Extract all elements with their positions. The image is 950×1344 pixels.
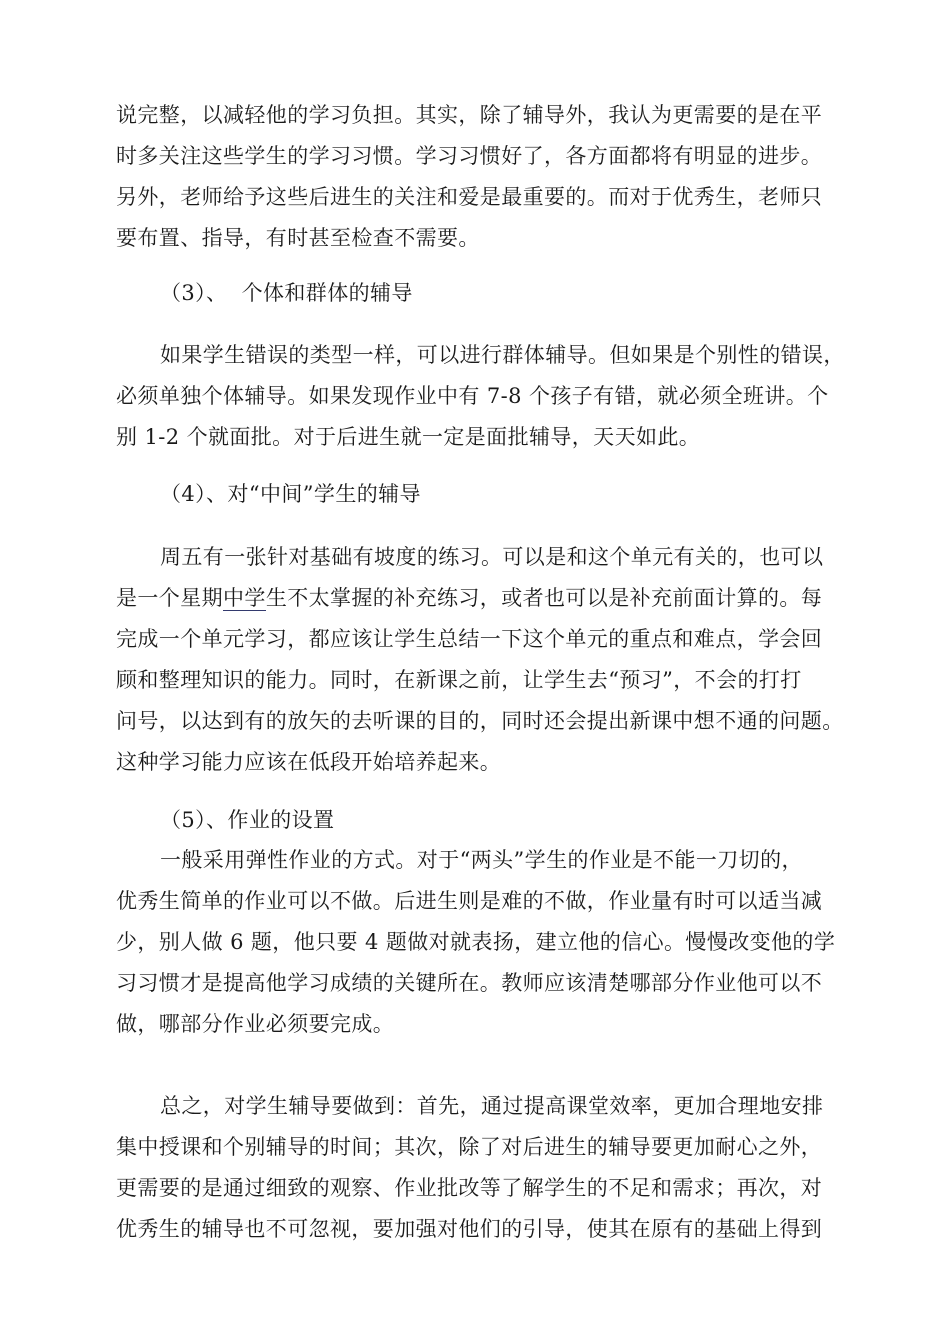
text-line: 必须单独个体辅导。如果发现作业中有 7-8 个孩子有错，就必须全班讲。个 — [116, 384, 829, 408]
text-line: 完成一个单元学习，都应该让学生总结一下这个单元的重点和难点，学会回 — [116, 627, 823, 651]
section-heading-5: （5）、作业的设置 — [160, 808, 335, 832]
text-line: 问号，以达到有的放矢的去听课的目的，同时还会提出新课中想不通的问题。 — [116, 709, 844, 733]
text-line: 集中授课和个别辅导的时间；其次，除了对后进生的辅导要更加耐心之外， — [116, 1135, 823, 1159]
text-line: 更需要的是通过细致的观察、作业批改等了解学生的不足和需求；再次，对 — [116, 1176, 823, 1200]
text-line: 习习惯才是提高他学习成绩的关键所在。教师应该清楚哪部分作业他可以不 — [116, 971, 823, 995]
paragraph-homework-setting — [116, 840, 862, 1045]
text-segment: 是一个星期 — [116, 586, 223, 610]
section-heading-4: （4）、对“中间”学生的辅导 — [160, 482, 421, 506]
text-line: 少，别人做 6 题，他只要 4 题做对就表扬，建立他的信心。慢慢改变他的学 — [116, 930, 836, 954]
text-line: 这种学习能力应该在低段开始培养起来。 — [116, 750, 502, 774]
text-line: 别 1-2 个就面批。对于后进生就一定是面批辅导，天天如此。 — [116, 425, 701, 449]
paragraph-continuation — [116, 95, 862, 259]
text-line: 做，哪部分作业必须要完成。 — [116, 1012, 395, 1036]
text-line: 优秀生简单的作业可以不做。后进生则是难的不做，作业量有时可以适当减 — [116, 889, 823, 913]
text-segment: 生不太掌握的补充练习，或者也可以是补充前面计算的。每 — [265, 586, 823, 610]
text-line: 顾和整理知识的能力。同时，在新课之前，让学生去“预习”，不会的打打 — [116, 668, 802, 692]
underlined-text: 中学 — [223, 586, 266, 610]
paragraph-group-tutoring — [116, 335, 862, 458]
text-line: 一般采用弹性作业的方式。对于“两头”学生的作业是不能一刀切的， — [160, 848, 803, 872]
text-line — [116, 578, 862, 619]
section-heading-3: （3）、 个体和群体的辅导 — [160, 281, 413, 305]
text-line: 总之，对学生辅导要做到：首先，通过提高课堂效率，更加合理地安排 — [160, 1094, 824, 1118]
text-line: 周五有一张针对基础有坡度的练习。可以是和这个单元有关的，也可以 — [160, 545, 824, 569]
text-line: 要布置、指导，有时甚至检查不需要。 — [116, 226, 480, 250]
text-line: 时多关注这些学生的学习习惯。学习习惯好了，各方面都将有明显的进步。 — [116, 144, 823, 168]
paragraph-middle-students — [116, 537, 862, 783]
text-line: 如果学生错误的类型一样，可以进行群体辅导。但如果是个别性的错误， — [160, 343, 845, 367]
text-line: 优秀生的辅导也不可忽视，要加强对他们的引导，使其在原有的基础上得到 — [116, 1217, 823, 1241]
text-line: 另外，老师给予这些后进生的关注和爱是最重要的。而对于优秀生，老师只 — [116, 185, 823, 209]
paragraph-summary — [116, 1086, 862, 1250]
text-line: 说完整，以减轻他的学习负担。其实，除了辅导外，我认为更需要的是在平 — [116, 103, 823, 127]
